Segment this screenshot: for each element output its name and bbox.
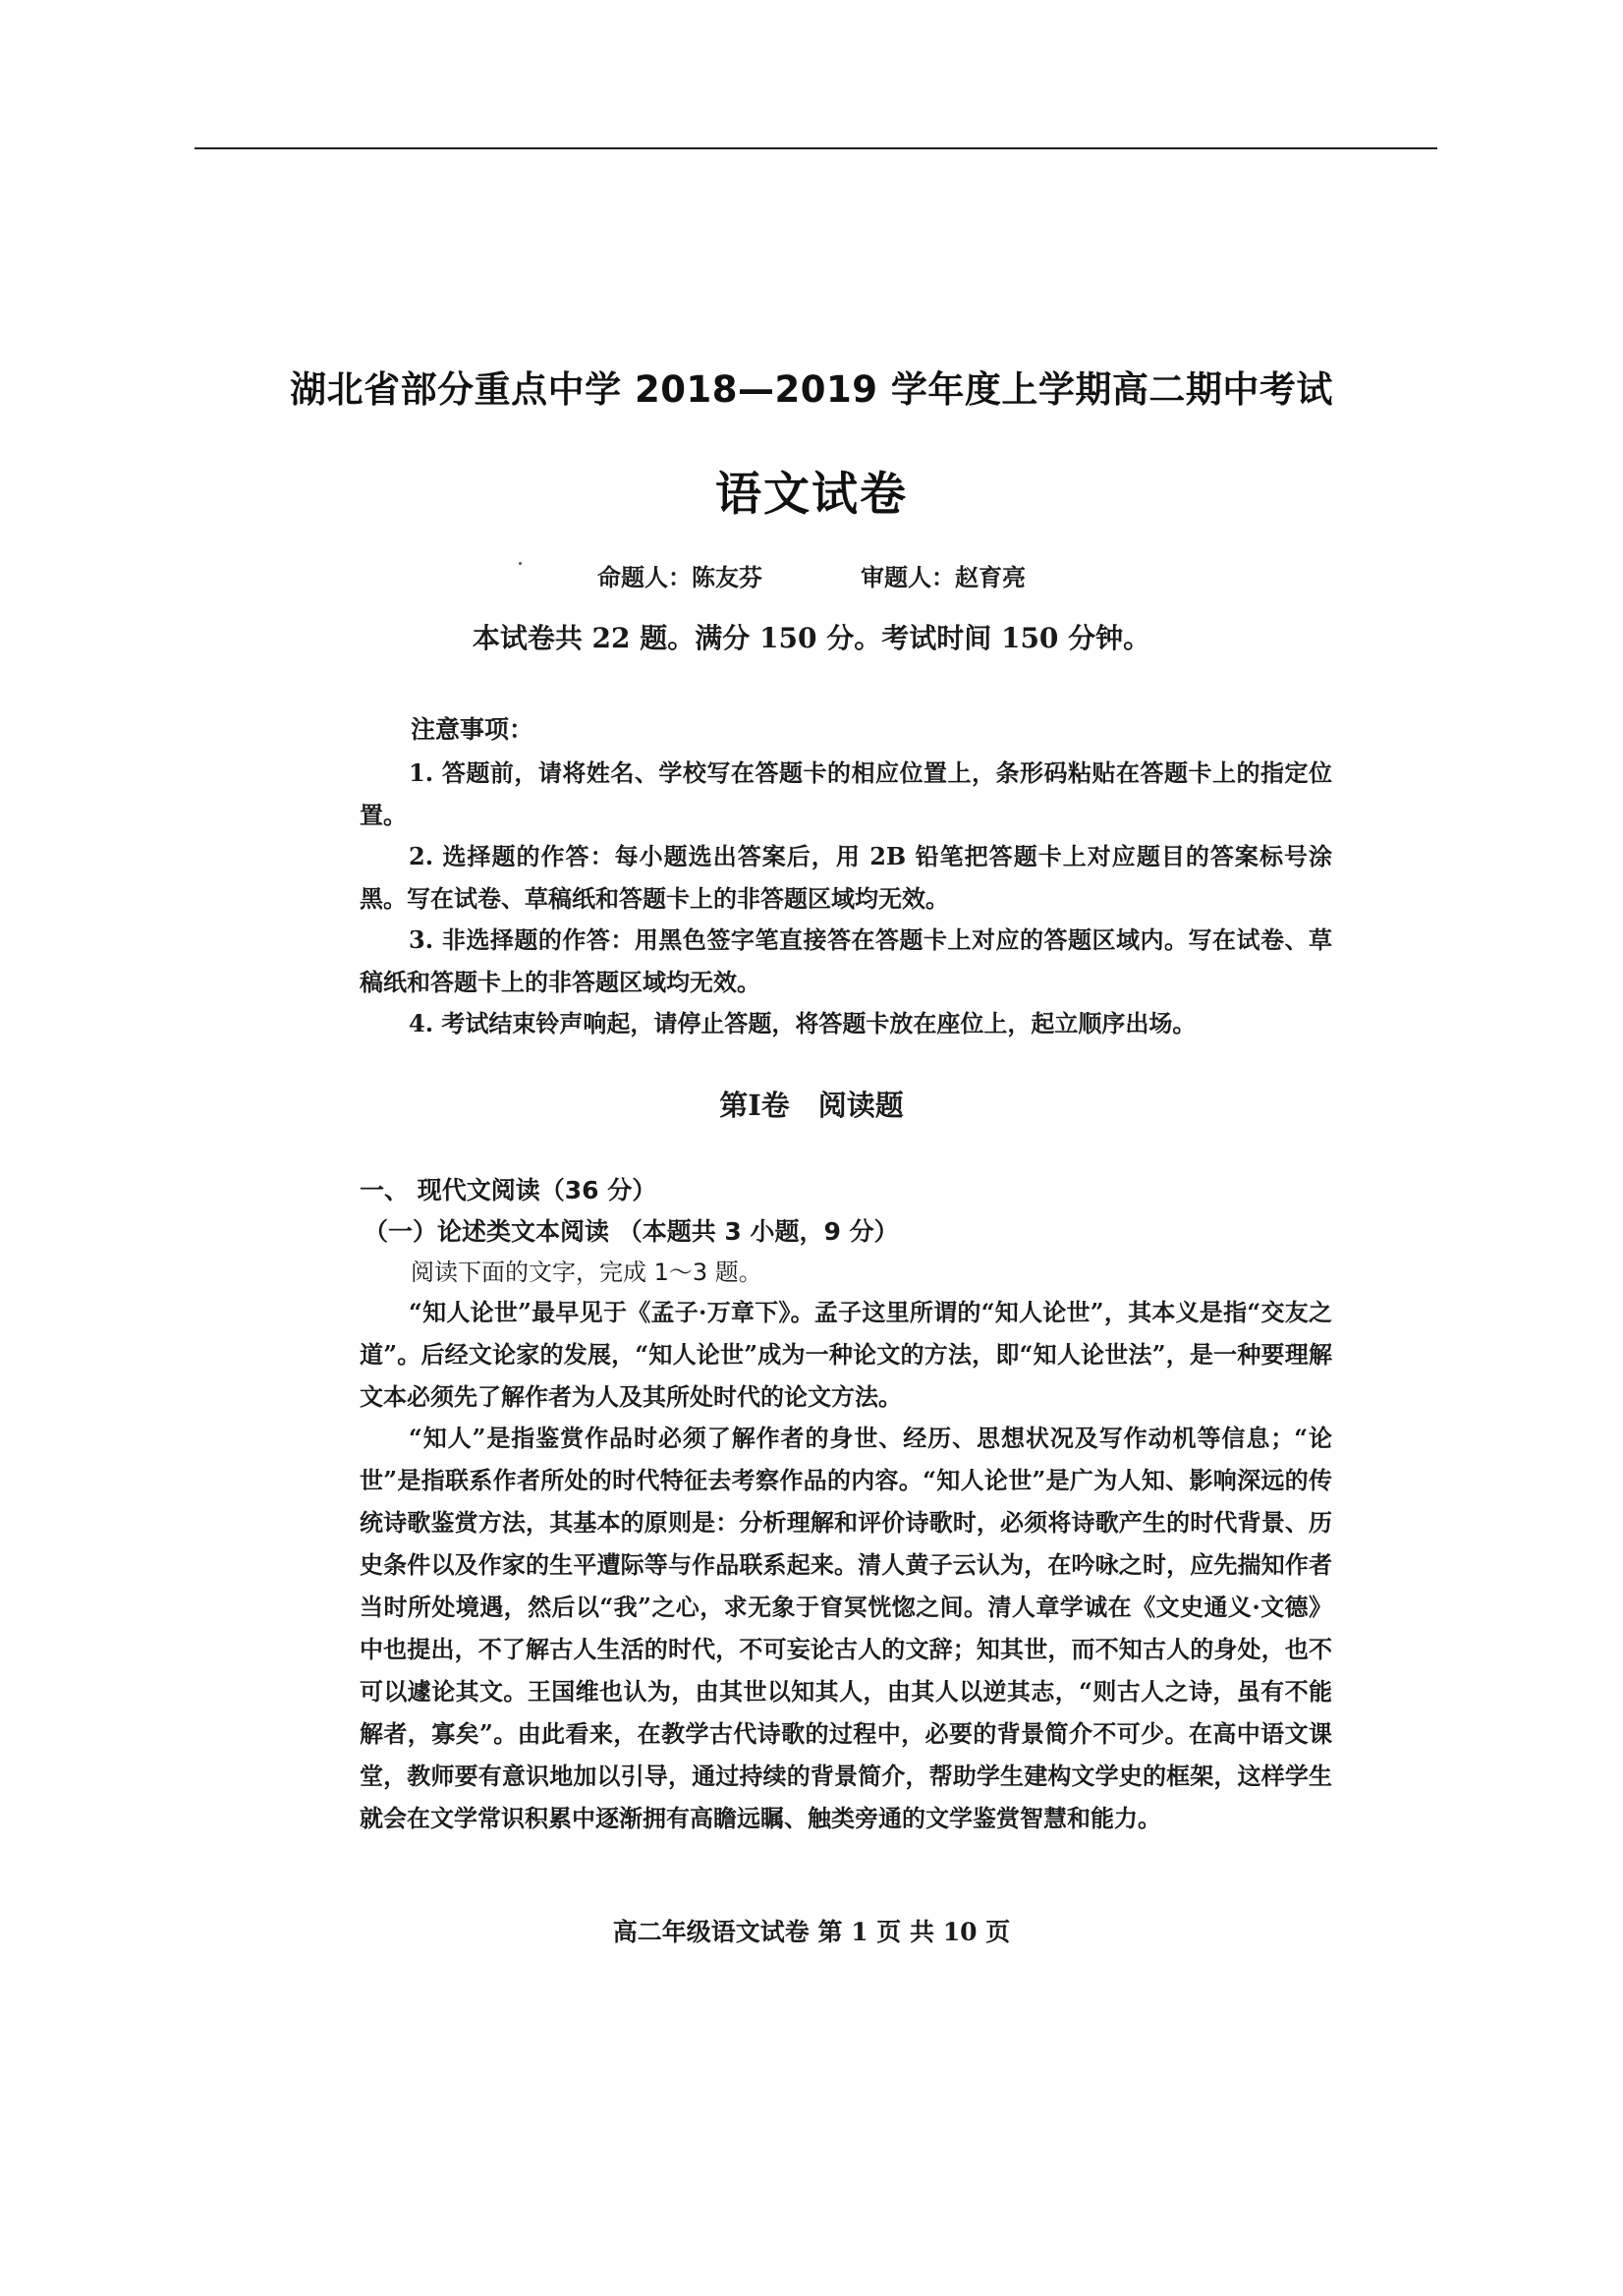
reviewer: 审题人：赵育亮 xyxy=(861,563,1026,591)
authors-line xyxy=(0,558,1623,592)
section-title: 第Ⅰ卷 阅读题 xyxy=(719,1089,904,1122)
passage-paragraph-1: “知人论世”最早见于《孟子·万章下》。孟子这里所谓的“知人论世”，其本义是指“交友之道”。后经文论家的发展，“知人论世”成为一种论文的方法，即“知人论世法”，是一种要理解文本必须先了解作者为人及其所处时代的论文方法。 xyxy=(360,1298,1332,1411)
notice-item-2: 2. 选择题的作答：每小题选出答案后，用 2B 铅笔把答题卡上对应题目的答案标号涂黑。写在试卷、草稿纸和答题卡上的非答题区域均无效。 xyxy=(360,842,1332,913)
header-rule xyxy=(195,147,1437,149)
exam-summary: 本试卷共 22 题。满分 150 分。考试时间 150 分钟。 xyxy=(472,622,1151,654)
subject-title: 语文试卷 xyxy=(715,468,908,522)
notice-item-4: 4. 考试结束铃声响起，请停止答题，将答题卡放在座位上，起立顺序出场。 xyxy=(409,1009,1197,1037)
notice-item-3: 3. 非选择题的作答：用黑色签字笔直接答在答题卡上对应的答题区域内。写在试卷、草稿纸和答题卡上的非答题区域均无效。 xyxy=(360,925,1332,996)
reading-instruction: 阅读下面的文字，完成 1～3 题。 xyxy=(411,1259,762,1286)
passage-paragraph-2: “知人”是指鉴赏作品时必须了解作者的身世、经历、思想状况及写作动机等信息；“论世”是指联系作者所处的时代特征去考察作品的内容。“知人论世”是广为人知、影响深远的传统诗歌鉴赏方法，其基本的原则是：分析理解和评价诗歌时，必须将诗歌产生的时代背景、历史条件以及作家的生平遭际等与作品联系起来。清人黄子云认为，在吟咏之时，应先揣知作者当时所处境遇，然后以“我”之心，求无象于窅冥恍惚之间。清人章学诚在《文史通义·文德》中也提出，不了解古人生活的时代，不可妄论古人的文辞；知其世，而不知古人的身处，也不可以遽论其文。王国维也认为，由其世以知其人，由其人以逆其志，“则古人之诗，虽有不能解者，寡矣”。由此看来，在教学古代诗歌的过程中，必要的背景简介不可少。在高中语文课堂，教师要有意识地加以引导，通过持续的背景简介，帮助学生建构文学史的框架，这样学生就会在文学常识积累中逐渐拥有高瞻远瞩、触类旁通的文学鉴赏智慧和能力。 xyxy=(360,1424,1332,1832)
setter: 命题人：陈友芬 xyxy=(597,563,762,591)
subpart-heading: （一）论述类文本阅读 （本题共 3 小题，9 分） xyxy=(364,1217,899,1246)
notice-item-1: 1. 答题前，请将姓名、学校写在答题卡的相应位置上，条形码粘贴在答题卡上的指定位置。 xyxy=(360,758,1332,829)
exam-title: 湖北省部分重点中学 2018—2019 学年度上学期高二期中考试 xyxy=(290,368,1333,411)
part-heading: 一、 现代文阅读（36 分） xyxy=(360,1176,657,1204)
notice-heading: 注意事项： xyxy=(411,715,534,744)
page-footer: 高二年级语文试卷 第 1 页 共 10 页 xyxy=(612,1918,1011,1946)
